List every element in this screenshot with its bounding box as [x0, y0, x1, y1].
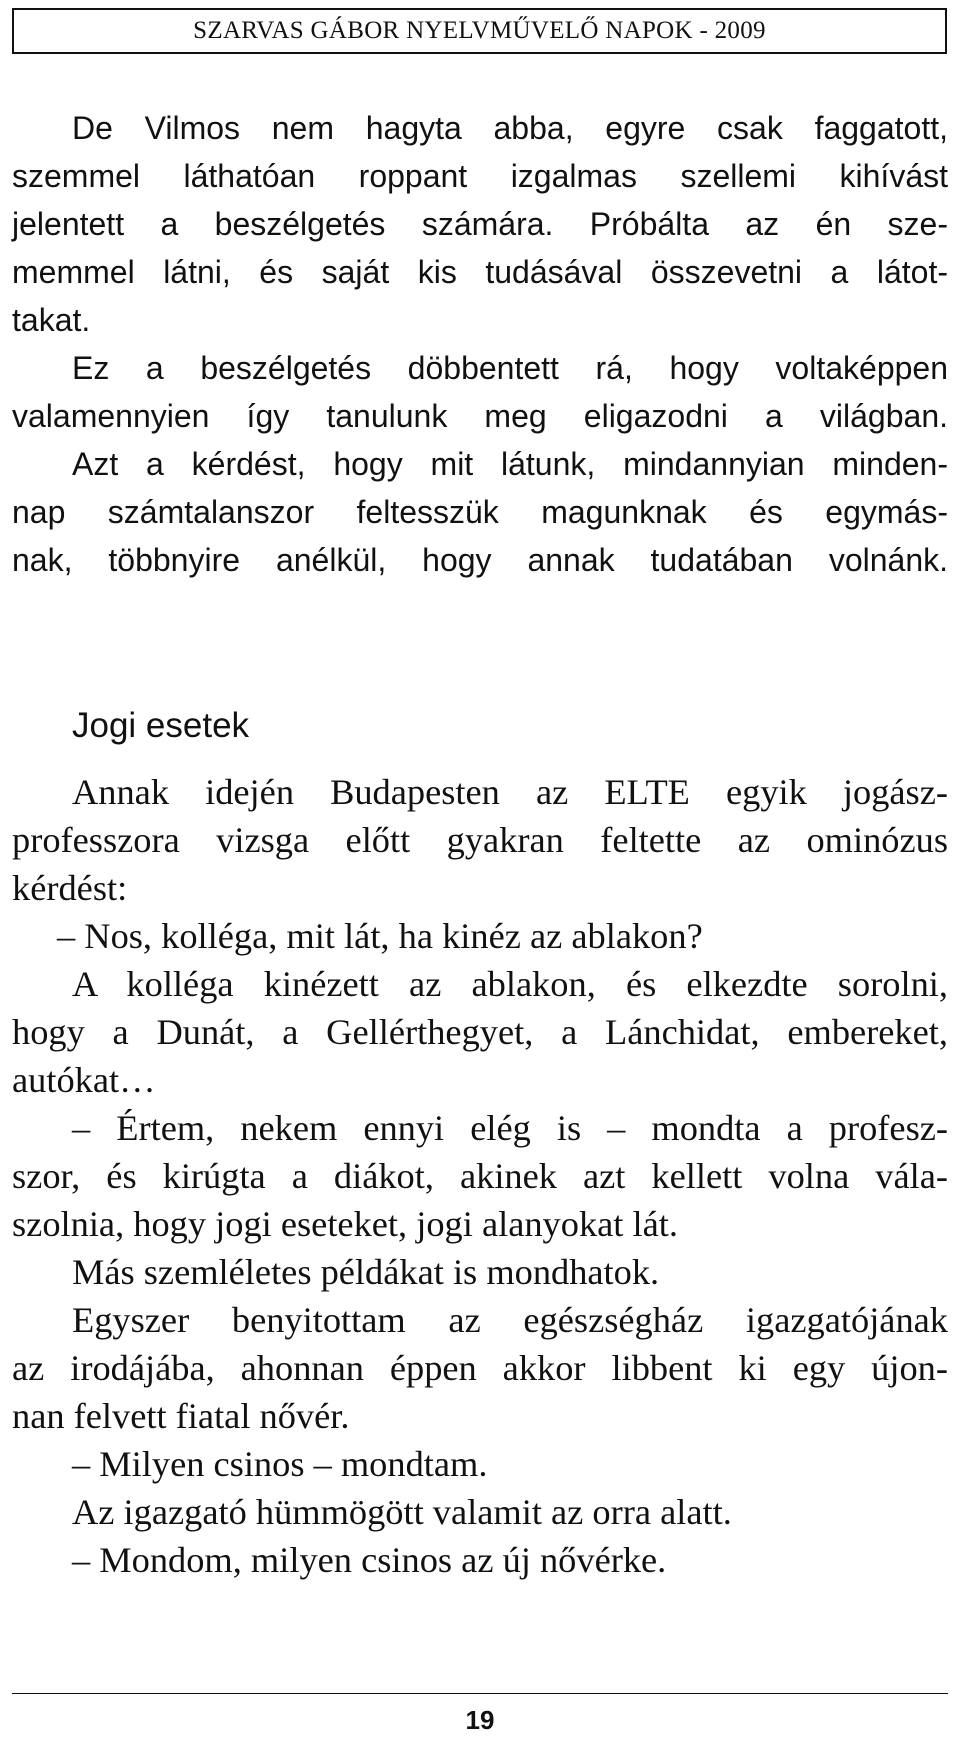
running-header-title: SZARVAS GÁBOR NYELVMŰVELŐ NAPOK - 2009	[193, 17, 766, 44]
paragraph-line: autókat…	[12, 1060, 156, 1100]
paragraph-line: Egyszer benyitottam az egészségház igazgatójának	[72, 1300, 948, 1340]
paragraph-line: nap számtalanszor feltesszük magunknak és egymás-	[12, 494, 948, 530]
paragraph-line: professzora vizsga előtt gyakran feltette az ominózus	[12, 820, 948, 860]
paragraph-line: kérdést:	[12, 868, 128, 908]
paragraph-line: Annak idején Budapesten az ELTE egyik jogász-	[72, 772, 948, 812]
dialogue-line: – Mondom, milyen csinos az új nővérke.	[72, 1540, 667, 1580]
paragraph-line: nan felvett fiatal nővér.	[12, 1396, 350, 1436]
dialogue-line: – Nos, kolléga, mit lát, ha kinéz az ablakon?	[57, 916, 703, 956]
paragraph-line: Az igazgató hümmögött valamit az orra alatt.	[72, 1492, 732, 1532]
paragraph-line: szor, és kirúgta a diákot, akinek azt kellett volna vála-	[12, 1156, 948, 1196]
paragraph-line: memmel látni, és saját kis tudásával összevetni a látot-	[12, 254, 948, 290]
paragraph-line: hogy a Dunát, a Gellérthegyet, a Lánchidat, embereket,	[12, 1012, 948, 1052]
paragraph-line: De Vilmos nem hagyta abba, egyre csak faggatott,	[72, 110, 948, 146]
footer-rule	[12, 1693, 948, 1694]
page-number: 19	[465, 1705, 495, 1735]
paragraph-line: Más szemléletes példákat is mondhatok.	[72, 1252, 660, 1292]
section-heading: Jogi esetek	[72, 706, 250, 745]
paragraph-line: valamennyien így tanulunk meg eligazodni a világban.	[12, 398, 948, 434]
paragraph-line: nak, többnyire anélkül, hogy annak tudatában volnánk.	[12, 542, 948, 578]
paragraph-line: szolnia, hogy jogi eseteket, jogi alanyokat lát.	[12, 1204, 678, 1244]
paragraph-line: takat.	[12, 302, 91, 338]
paragraph-line: Azt a kérdést, hogy mit látunk, mindannyian minden-	[72, 446, 948, 482]
paragraph-line: az irodájába, ahonnan éppen akkor libbent ki egy újon-	[12, 1348, 948, 1388]
dialogue-line: – Értem, nekem ennyi elég is – mondta a profesz-	[72, 1108, 948, 1148]
dialogue-line: – Milyen csinos – mondtam.	[72, 1444, 488, 1484]
running-header	[12, 8, 947, 54]
paragraph-line: Ez a beszélgetés döbbentett rá, hogy voltaképpen	[72, 350, 948, 386]
paragraph-line: A kolléga kinézett az ablakon, és elkezdte sorolni,	[72, 964, 948, 1004]
paragraph-line: jelentett a beszélgetés számára. Próbálta az én sze-	[12, 206, 948, 242]
paragraph-line: szemmel láthatóan roppant izgalmas szellemi kihívást	[12, 158, 948, 194]
